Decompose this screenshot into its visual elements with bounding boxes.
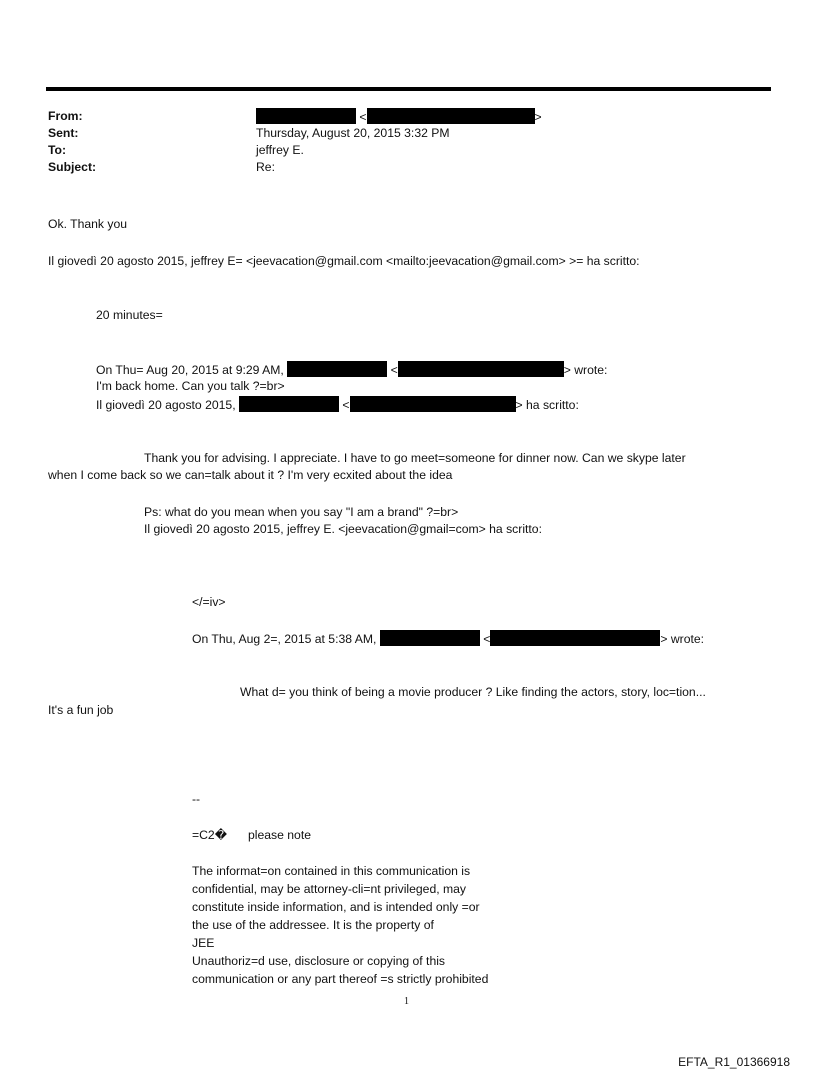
to-value: jeffrey E. [256, 143, 304, 157]
reply-text: Ok. Thank you [48, 217, 128, 231]
sent-value: Thursday, August 20, 2015 3:32 PM [256, 126, 450, 140]
page-number: 1 [404, 996, 409, 1007]
quote-header: Il giovedì 20 agosto 2015, jeffrey E= <jeevacation@gmail.com <mailto:jeevacation@gmail.com> >= ha scritto: [48, 254, 640, 268]
redaction-block [287, 361, 387, 377]
subject-value: Re: [256, 160, 275, 174]
quote-header: On Thu= Aug 20, 2015 at 9:29 AM, < > wrote: [96, 363, 608, 377]
quote-header: Il giovedì 20 agosto 2015, < > ha scritto: [96, 398, 579, 412]
to-label: To: [48, 143, 67, 157]
header-rule [46, 87, 771, 91]
sent-label: Sent: [48, 126, 79, 140]
redaction-block [398, 361, 564, 377]
message-text: 20 minutes= [96, 308, 163, 322]
quote-header: Il giovedì 20 agosto 2015, jeffrey E. <jeevacation@gmail=com> ha scritto: [144, 522, 542, 536]
disclaimer-line: communication or any part thereof =s strictly prohibited [192, 972, 489, 986]
disclaimer-line: The informat=on contained in this communication is [192, 864, 471, 878]
disclaimer-line: constitute inside information, and is intended only =or [192, 900, 480, 914]
document-id: EFTA_R1_01366918 [678, 1055, 790, 1069]
from-label: From: [48, 109, 83, 123]
message-text: I'm back home. Can you talk ?=br> [96, 379, 285, 393]
redaction-block [367, 108, 535, 124]
message-text: Thank you for advising. I appreciate. I have to go meet=someone for dinner now. Can we skype later [144, 451, 686, 465]
from-value: < > [256, 108, 542, 126]
disclaimer-line: Unauthoriz=d use, disclosure or copying of this [192, 954, 446, 968]
subject-label: Subject: [48, 160, 97, 174]
message-text: </=iv> [192, 595, 226, 609]
disclaimer-line: JEE [192, 936, 215, 950]
redaction-block [490, 630, 660, 646]
redaction-block [256, 108, 356, 124]
redaction-block [350, 396, 516, 412]
disclaimer-line: the use of the addressee. It is the property of [192, 918, 434, 932]
disclaimer [192, 862, 488, 988]
disclaimer-line: confidential, may be attorney-cli=nt privileged, may [192, 882, 467, 896]
message-text: Ps: what do you mean when you say "I am a brand" ?=br> [144, 505, 459, 519]
signature-separator: -- [192, 792, 201, 806]
redaction-block [239, 396, 339, 412]
redaction-block [380, 630, 480, 646]
message-text: It's a fun job [48, 703, 114, 717]
message-text: when I come back so we can=talk about it ? I'm very ecxited about the idea [48, 468, 453, 482]
message-text: What d= you think of being a movie producer ? Like finding the actors, story, loc=tion... [240, 685, 706, 699]
quote-header: On Thu, Aug 2=, 2015 at 5:38 AM, < > wrote: [192, 632, 705, 646]
note-line: =C2� please note [192, 828, 312, 842]
